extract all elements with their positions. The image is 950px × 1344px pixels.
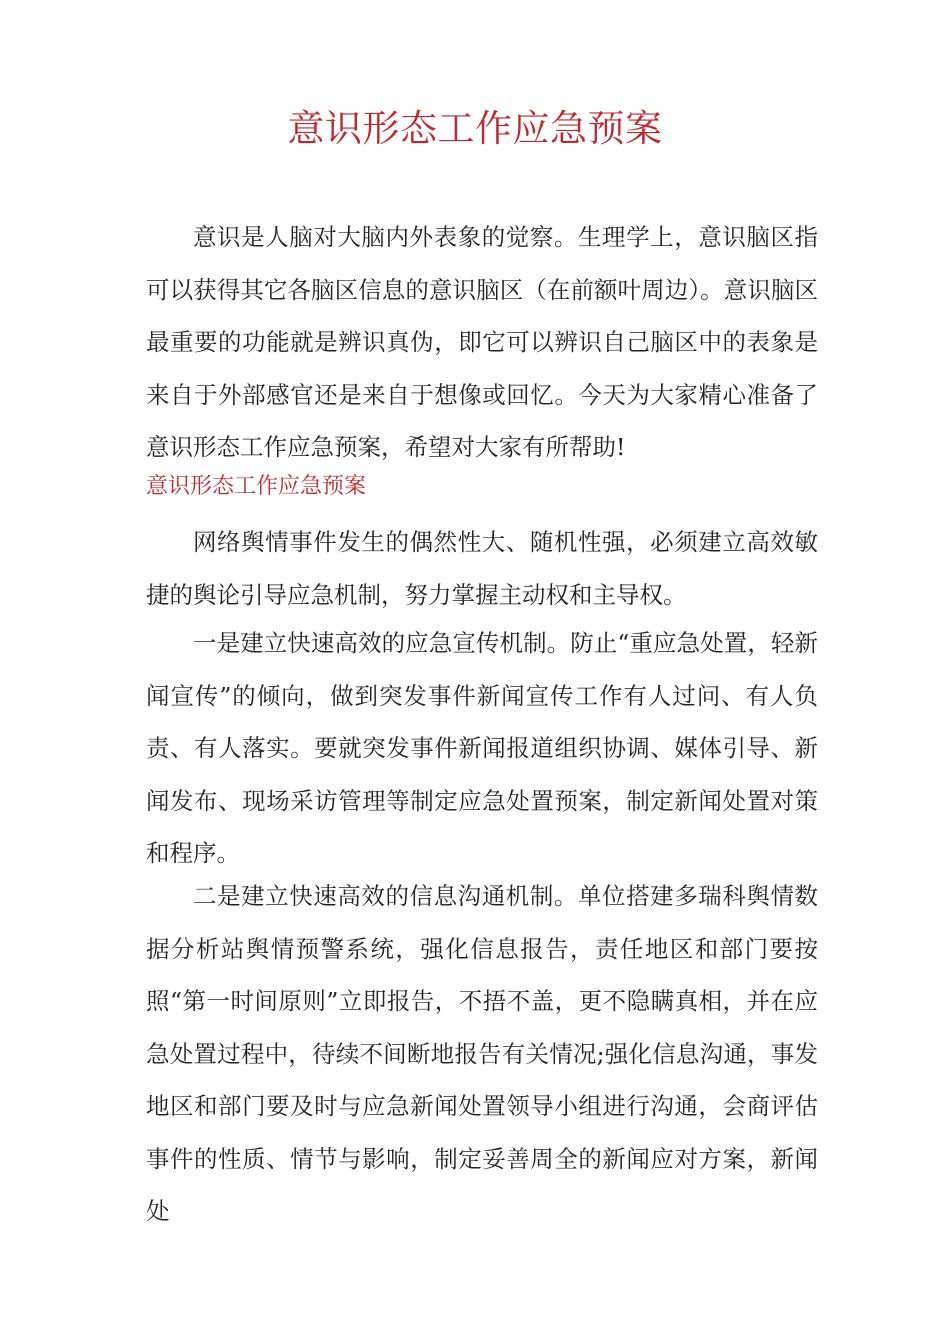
body-paragraph-2: 一是建立快速高效的应急宣传机制。防止“重应急处置，轻新闻宣传”的倾向，做到突发事件新闻宣传工作有人过问、有人负责、有人落实。要就突发事件新闻报道组织协调、媒体引导、新闻发布、现场采访管理等制定应急处置预案，制定新闻处置对策和程序。	[146, 629, 818, 867]
intro-paragraph: 意识是人脑对大脑内外表象的觉察。生理学上，意识脑区指可以获得其它各脑区信息的意识脑区（在前额叶周边）。意识脑区最重要的功能就是辨识真伪，即它可以辨识自己脑区中的表象是来自于外部感官还是来自于想像或回忆。今天为大家精心准备了意识形态工作应急预案，希望对大家有所帮助!	[146, 223, 818, 461]
body-paragraph-1: 网络舆情事件发生的偶然性大、随机性强，必须建立高效敏捷的舆论引导应急机制，努力掌握主动权和主导权。	[146, 528, 818, 609]
section-heading: 意识形态工作应急预案	[146, 474, 367, 499]
document-title: 意识形态工作应急预案	[287, 107, 663, 150]
body-paragraph-3: 二是建立快速高效的信息沟通机制。单位搭建多瑞科舆情数据分析站舆情预警系统，强化信息报告，责任地区和部门要按照“第一时间原则”立即报告，不捂不盖，更不隐瞒真相，并在应急处置过程中，待续不间断地报告有关情况;强化信息沟通，事发地区和部门要及时与应急新闻处置领导小组进行沟通，会商评估事件的性质、情节与影响，制定妥善周全的新闻应对方案，新闻处	[146, 882, 818, 1225]
